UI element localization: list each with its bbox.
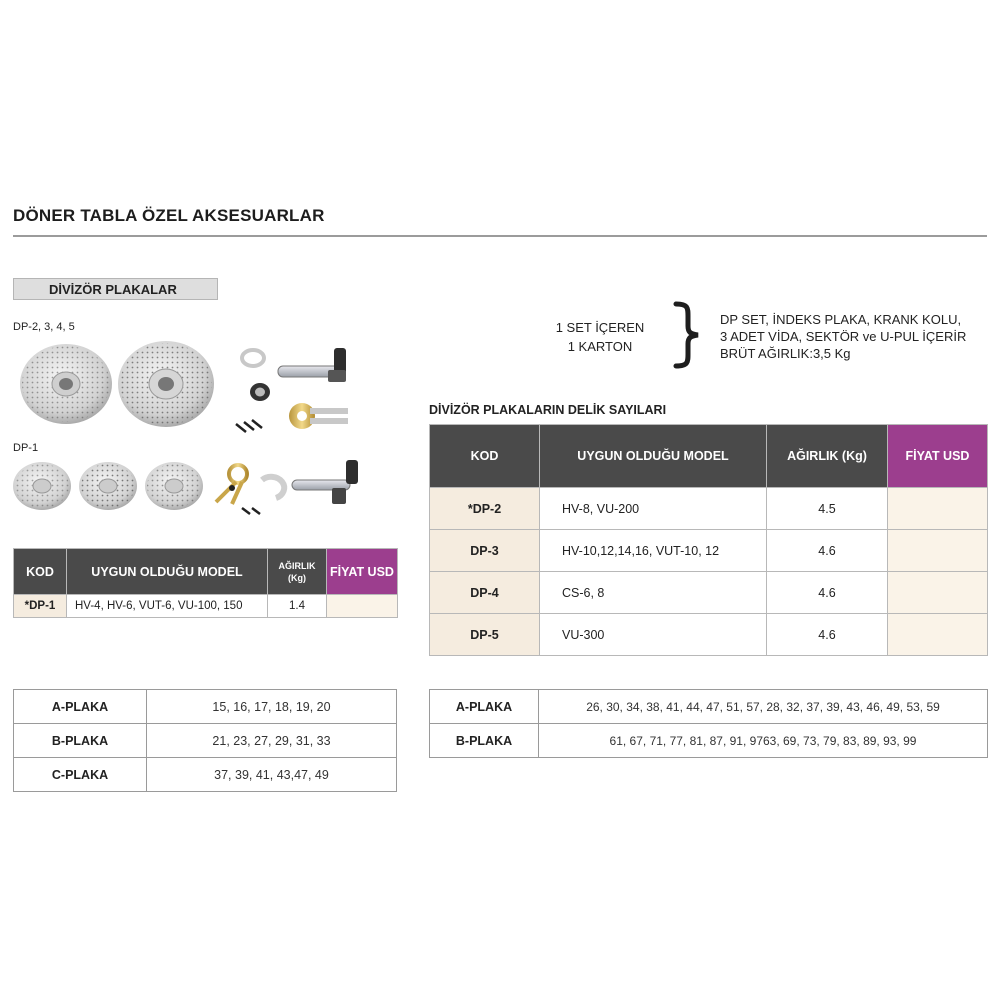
holes-section-title: DİVİZÖR PLAKALARIN DELİK SAYILARI (429, 403, 667, 417)
plate-holes: 26, 30, 34, 38, 41, 44, 47, 51, 57, 28, 32, 37, 39, 43, 46, 49, 53, 59 (539, 690, 988, 724)
table-row (14, 724, 397, 758)
col-weight: AĞIRLIK (Kg) (767, 425, 888, 488)
screws-icon (236, 420, 262, 432)
col-weight: AĞIRLIK (Kg) (268, 549, 327, 595)
table-row (430, 724, 988, 758)
brace-icon (668, 300, 704, 370)
table-row (430, 690, 988, 724)
section-subtitle: DİVİZÖR PLAKALAR (13, 278, 218, 300)
row-model: HV-10,12,14,16, VUT-10, 12 (540, 530, 767, 572)
plate-name: C-PLAKA (14, 758, 147, 792)
row-price (888, 572, 988, 614)
index-plate-large-1 (20, 344, 112, 424)
index-plate-large-2 (118, 341, 214, 427)
crank-handle-small-icon (292, 460, 358, 504)
row-kod: DP-3 (430, 530, 540, 572)
table-row (14, 595, 398, 618)
index-plate-small-3 (145, 462, 203, 510)
table-row (430, 488, 988, 530)
table-row (14, 690, 397, 724)
dp1-table (13, 548, 398, 618)
dp-main-table (429, 424, 988, 656)
plate-holes: 37, 39, 41, 43,47, 49 (147, 758, 397, 792)
dp-group-label: DP-2, 3, 4, 5 (13, 321, 75, 333)
col-model: UYGUN OLDUĞU MODEL (67, 549, 268, 595)
set-info-left: 1 SET İÇEREN 1 KARTON (555, 320, 645, 354)
row-price (888, 488, 988, 530)
index-plate-small-2 (79, 462, 137, 510)
dp1-label: DP-1 (13, 442, 39, 454)
holes-table-dp-main (429, 689, 988, 758)
dp-set-illustration (10, 340, 370, 440)
row-kod: DP-4 (430, 572, 540, 614)
row-kod: *DP-1 (14, 595, 67, 618)
set-info-description: DP SET, İNDEKS PLAKA, KRANK KOLU, 3 ADET VİDA, SEKTÖR ve U-PUL İÇERİR BRÜT AĞIRLIK:3,5 Kg (720, 312, 967, 361)
col-kod: KOD (430, 425, 540, 488)
holes-table-dp1 (13, 689, 397, 792)
row-price (888, 530, 988, 572)
title-divider (13, 235, 987, 237)
plate-holes: 15, 16, 17, 18, 19, 20 (147, 690, 397, 724)
plate-name: B-PLAKA (430, 724, 539, 758)
plate-holes: 21, 23, 27, 29, 31, 33 (147, 724, 397, 758)
row-model: CS-6, 8 (540, 572, 767, 614)
row-price (888, 614, 988, 656)
row-model: VU-300 (540, 614, 767, 656)
plate-holes: 61, 67, 71, 77, 81, 87, 91, 9763, 69, 73, 79, 83, 89, 93, 99 (539, 724, 988, 758)
page-title: DÖNER TABLA ÖZEL AKSESUARLAR (13, 206, 325, 225)
brass-sector-icon (216, 465, 247, 504)
sector-arm-icon (289, 403, 348, 429)
crank-handle-icon (278, 348, 346, 382)
row-kod: *DP-2 (430, 488, 540, 530)
col-kod: KOD (14, 549, 67, 595)
col-model: UYGUN OLDUĞU MODEL (540, 425, 767, 488)
table-row (14, 758, 397, 792)
u-washer-icon (242, 477, 284, 514)
row-kod: DP-5 (430, 614, 540, 656)
plate-name: B-PLAKA (14, 724, 147, 758)
row-weight: 4.6 (767, 530, 888, 572)
dp1-set-illustration (10, 458, 370, 524)
row-price (327, 595, 398, 618)
row-weight: 1.4 (268, 595, 327, 618)
index-plate-small-1 (13, 462, 71, 510)
row-weight: 4.5 (767, 488, 888, 530)
row-model: HV-8, VU-200 (540, 488, 767, 530)
plate-name: A-PLAKA (14, 690, 147, 724)
row-model: HV-4, HV-6, VUT-6, VU-100, 150 (67, 595, 268, 618)
row-weight: 4.6 (767, 614, 888, 656)
plate-name: A-PLAKA (430, 690, 539, 724)
washer-icon (242, 350, 270, 401)
col-price: FİYAT USD (888, 425, 988, 488)
table-row (430, 572, 988, 614)
table-row (430, 530, 988, 572)
table-row (430, 614, 988, 656)
col-price: FİYAT USD (327, 549, 398, 595)
row-weight: 4.6 (767, 572, 888, 614)
